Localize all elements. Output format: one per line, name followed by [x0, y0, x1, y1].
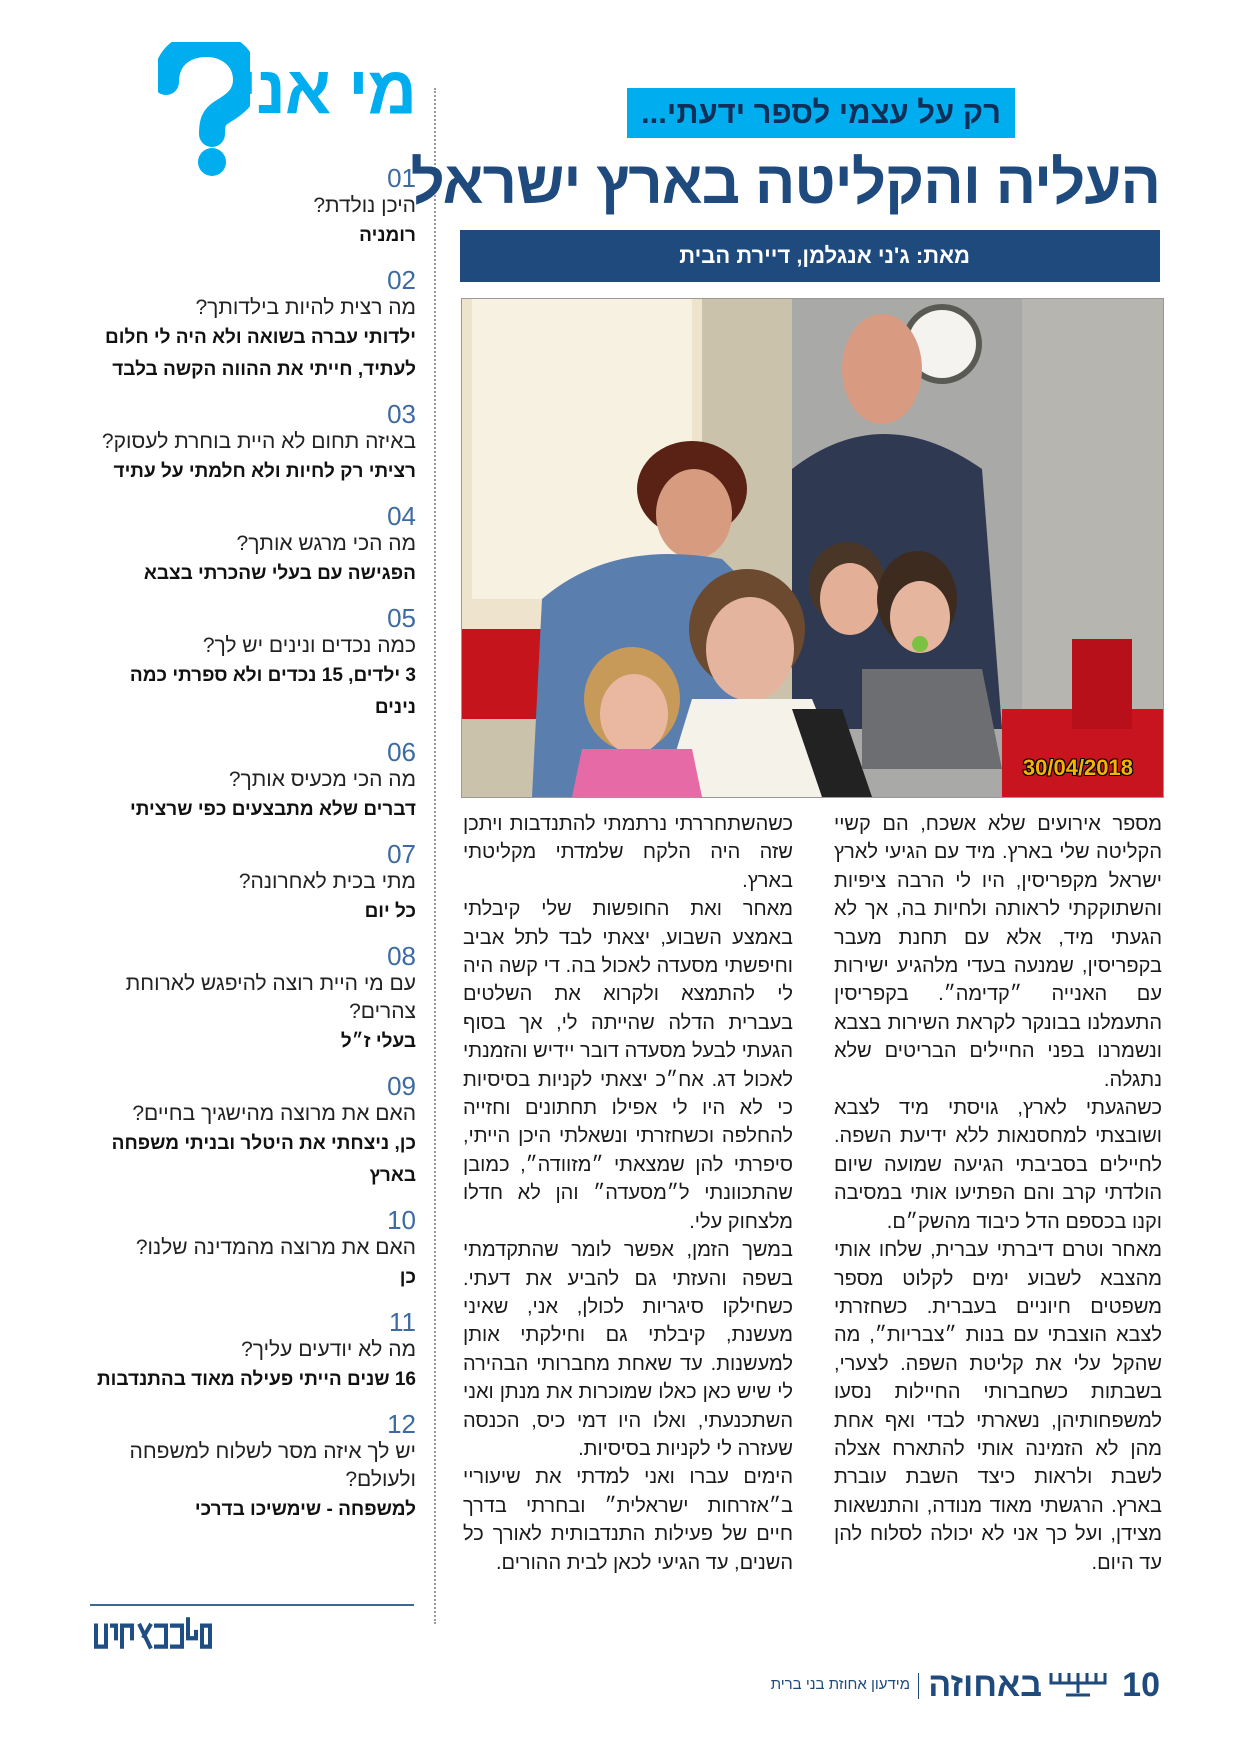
- byline-text: מאת: ג'ני אנגלמן, דיירת הבית: [679, 243, 970, 268]
- sidebar-divider: [90, 1604, 414, 1606]
- sidebar-title: מי אני: [236, 52, 416, 128]
- qa-number: 12: [387, 1409, 416, 1439]
- qa-answer: כן, ניצחתי את היטלר ובניתי משפחה בארץ: [111, 1133, 416, 1186]
- article-paragraph: כשהגעתי לארץ, גויסתי מיד לצבא ושובצתי למחסנאות ללא ידיעת השפה. לחיילים בסביבתי הגיעה שמועה שיום הולדתי קרב והם הפתיעו אותי במסיבה וקנו בכספם הדל כיבוד מהשק״ם.: [834, 1097, 1162, 1233]
- sidebar-who-am-i: [90, 40, 416, 1540]
- qa-answer: רומניה: [359, 225, 416, 246]
- qa-number: 05: [387, 603, 416, 633]
- qa-question: כמה נכדים ונינים יש לך?: [202, 634, 416, 657]
- qa-question: באיזה תחום לא היית בוחרת לעסוק?: [101, 430, 416, 453]
- qa-question: מה לא יודעים עליך?: [241, 1338, 416, 1361]
- article-kicker: רק על עצמי לספר ידעתי...: [627, 88, 1015, 138]
- page-footer: [770, 1665, 1160, 1705]
- page-number: 10: [1122, 1666, 1160, 1704]
- qa-item: [90, 164, 416, 252]
- qa-question: האם את מרוצה מהישגיך בחיים?: [132, 1102, 416, 1125]
- signature-icon: [92, 1615, 212, 1651]
- qa-number: 10: [387, 1205, 416, 1235]
- qa-answer: בעלי ז״ל: [340, 1031, 416, 1052]
- qa-number: 04: [387, 501, 416, 531]
- footer-separator: [918, 1673, 919, 1699]
- qa-answer: כן: [399, 1267, 416, 1288]
- article-byline: [460, 230, 1160, 282]
- photo-illustration: [462, 299, 1163, 797]
- article-paragraph: כשהשתחררתי נרתמתי להתנדבות ויתכן שזה היה הלקח שלמדתי מקליטתי בארץ.: [463, 813, 793, 892]
- qa-item: [90, 1410, 416, 1526]
- qa-item: [90, 840, 416, 928]
- qa-number: 03: [387, 399, 416, 429]
- article-headline: העליה והקליטה בארץ ישראל: [410, 149, 1160, 216]
- article-column-right: [834, 810, 1162, 1577]
- qa-question: מה הכי מרגש אותך?: [236, 532, 416, 555]
- qa-question: היכן נולדת?: [313, 194, 416, 217]
- qa-number: 01: [387, 163, 416, 193]
- brand-name: באחוזה: [928, 1666, 1042, 1704]
- qa-answer: למשפחה - שימשיכו בדרכי: [194, 1499, 416, 1520]
- article-paragraph: במשך הזמן, אפשר לומר שהתקדמתי בשפה והעזתי גם להביע את דעתי. כשחילקו סיגריות לכולן, אני, שאיני מעשנת, קיבלתי גם וחילקתי אותן למעשנות. עד שאחת מחברותי הבהירה לי שיש כאן כאלו שמוכרות את מנתן ואני השתכנעתי, ואלו היו דמי כיס, הכנסה שעזרה לי לקניות בסיסיות.: [463, 1239, 793, 1460]
- qa-number: 06: [387, 737, 416, 767]
- qa-question: מה רצית להיות בילדותך?: [195, 296, 416, 319]
- photo-date-stamp: 30/04/2018: [1022, 755, 1133, 780]
- qa-question: עם מי היית רוצה להיפגש לארוחת צהרים?: [125, 972, 416, 1023]
- article-paragraph: מאחר ואת החופשות שלי קיבלתי באמצע השבוע, יצאתי לבד לתל אביב וחיפשתי מסעדה לאכול בה. די קשה היה לי להתמצא ולקרוא את השלטים בעברית הדלה שהייתה לי, אך בסוף הגעתי לבעל מסעדה דובר יידיש והזמנתי לאכול דג. אח״כ יצאתי לקניות בסיסיות כי לא היו לי אפילו תחתונים וחזייה להחלפה וכשחזרתי ונשאלתי היכן הייתי, סיפרתי להן שמצאתי ״מזוודה״, כמובן שהתכוונתי ל״מסעדה״ והן לא חדלו מלצחוק עלי.: [463, 898, 793, 1233]
- column-divider: [434, 88, 436, 1624]
- qa-number: 08: [387, 941, 416, 971]
- qa-answer: 3 ילדים, 15 נכדים ולא ספרתי כמה נינים: [129, 665, 416, 718]
- article-paragraph: הימים עברו ואני למדתי את שיעוריי ב״אזרחות ישראלית״ ובחרתי בדרך חיים של פעילות התנדבותית לאורך כל השנים, עד הגיעי לכאן לבית ההורים.: [463, 1466, 793, 1574]
- qa-answer: ילדותי עברה בשואה ולא היה לי חלום לעתיד, חייתי את ההווה הקשה בלבד: [105, 327, 416, 380]
- signature-logo: [92, 1615, 212, 1651]
- qa-list: [90, 164, 416, 1526]
- footer-tagline: מידעון אחוזת בני ברית: [770, 1676, 910, 1693]
- qa-answer: רציתי רק לחיות ולא חלמתי על עתיד: [113, 461, 416, 482]
- qa-answer: כל יום: [364, 901, 416, 922]
- qa-item: [90, 1072, 416, 1192]
- qa-item: [90, 604, 416, 724]
- menorah-icon: [1048, 1671, 1108, 1699]
- qa-question: האם את מרוצה מהמדינה שלנו?: [135, 1236, 416, 1259]
- qa-question: מה הכי מכעיס אותך?: [228, 768, 416, 791]
- qa-item: [90, 502, 416, 590]
- qa-item: [90, 400, 416, 488]
- qa-number: 11: [389, 1307, 416, 1337]
- article-column-left: [463, 810, 793, 1577]
- qa-item: [90, 942, 416, 1058]
- qa-item: [90, 738, 416, 826]
- qa-number: 09: [387, 1071, 416, 1101]
- qa-question: מתי בכית לאחרונה?: [238, 870, 416, 893]
- article-paragraph: מספר אירועים שלא אשכח, הם קשיי הקליטה שלי בארץ. מיד עם הגיעי לארץ ישראל מקפריסין, היו לי הרבה ציפיות והשתוקקתי לראותה ולחיות בה, אך לא הגעתי מיד, אלא עם תחנת מעבר בקפריסין, שמנעה בעדי מלהגיע ישירות עם האנייה ״קדימה״. בקפריסין התעמלנו בבונקר לקראת השירות בצבא ונשמרנו בפני החיילים הבריטים שלא נתגלה.: [834, 813, 1162, 1091]
- qa-answer: הפגישה עם בעלי שהכרתי בצבא: [143, 563, 416, 584]
- qa-question: יש לך איזה מסר לשלוח למשפחה ולעולם?: [129, 1440, 416, 1491]
- sidebar-header: [90, 40, 416, 158]
- qa-item: [90, 1308, 416, 1396]
- qa-number: 02: [387, 265, 416, 295]
- qa-item: [90, 1206, 416, 1294]
- qa-item: [90, 266, 416, 386]
- qa-answer: 16 שנים הייתי פעילה מאוד בהתנדבות: [97, 1369, 416, 1390]
- qa-answer: דברים שלא מתבצעים כפי שרציתי: [130, 799, 416, 820]
- qa-number: 07: [387, 839, 416, 869]
- article-paragraph: מאחר וטרם דיברתי עברית, שלחו אותי מהצבא לשבוע ימים לקלוט מספר משפטים חיוניים בעברית. כשחזרתי לצבא הוצבתי עם בנות ״צבריות״, מה שהקל עלי את קליטת השפה. לצערי, בשבתות כשחברותי החיילות נסעו למשפחותיהן, נשארתי לבדי ואף אחת מהן לא הזמינה אותי להתארח אצלה לשבת ולראות כיצד השבת עוברת בארץ. הרגשתי מאוד מנודה, והתנשאות מצידן, ועל כך אני לא יכולה לסלוח להן עד היום.: [834, 1239, 1162, 1574]
- family-photo: [461, 298, 1164, 798]
